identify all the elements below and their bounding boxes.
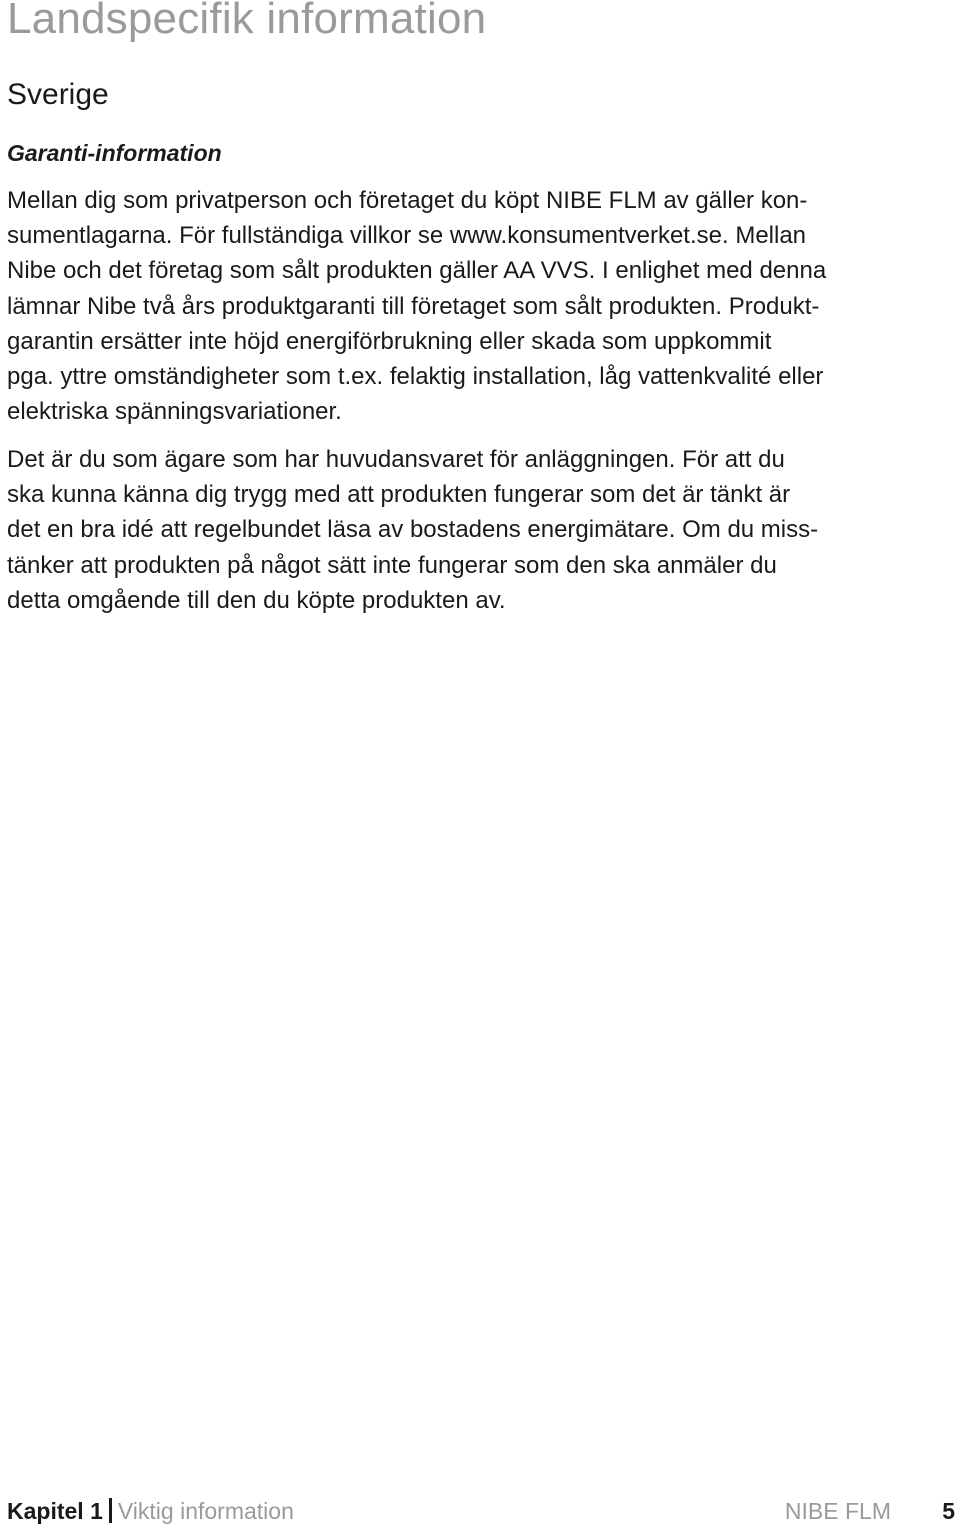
sub-heading-garanti: Garanti-information	[7, 140, 222, 166]
footer-section-label: Viktig information	[117, 1498, 294, 1524]
paragraph-line: tänker att produkten på något sätt inte fungerar som den ska anmäler du	[7, 551, 777, 579]
paragraph-line: Det är du som ägare som har huvudansvaret för anläggningen. För att du	[7, 446, 785, 473]
section-heading-sverige: Sverige	[7, 78, 109, 111]
paragraph-line: lämnar Nibe två års produktgaranti till företaget som sålt produkten. Produkt-	[7, 292, 820, 320]
paragraph-line: det en bra idé att regelbundet läsa av bostadens energimätare. Om du miss-	[7, 516, 819, 544]
paragraph-warranty-terms	[7, 183, 826, 429]
paragraph-line: sumentlagarna. För fullständiga villkor se www.konsumentverket.se. Mellan	[7, 222, 807, 250]
paragraph-line: garantin ersätter inte höjd energiförbrukning eller skada som uppkommit	[7, 327, 772, 355]
paragraph-line: detta omgående till den du köpte produkten av.	[7, 586, 506, 614]
paragraph-owner-responsibility	[7, 442, 818, 618]
paragraph-line: Mellan dig som privatperson och företaget du köpt NIBE FLM av gäller kon-	[7, 187, 808, 214]
paragraph-line: Nibe och det företag som sålt produkten gäller AA VVS. I enlighet med denna	[7, 257, 827, 285]
page-footer	[7, 1498, 955, 1530]
footer-divider	[109, 1498, 112, 1523]
footer-chapter-info	[7, 1498, 294, 1525]
footer-product-name: NIBE FLM	[784, 1498, 891, 1524]
paragraph-line: ska kunna känna dig trygg med att produkten fungerar som det är tänkt är	[7, 481, 791, 509]
paragraph-line: elektriska spänningsvariationer.	[7, 398, 342, 426]
paragraph-line: pga. yttre omständigheter som t.ex. felaktig installation, låg vattenkvalité eller	[7, 363, 824, 391]
footer-chapter-label: Kapitel 1	[7, 1498, 103, 1524]
footer-page-number: 5	[942, 1498, 955, 1524]
page-title: Landspecifik information	[7, 0, 487, 43]
